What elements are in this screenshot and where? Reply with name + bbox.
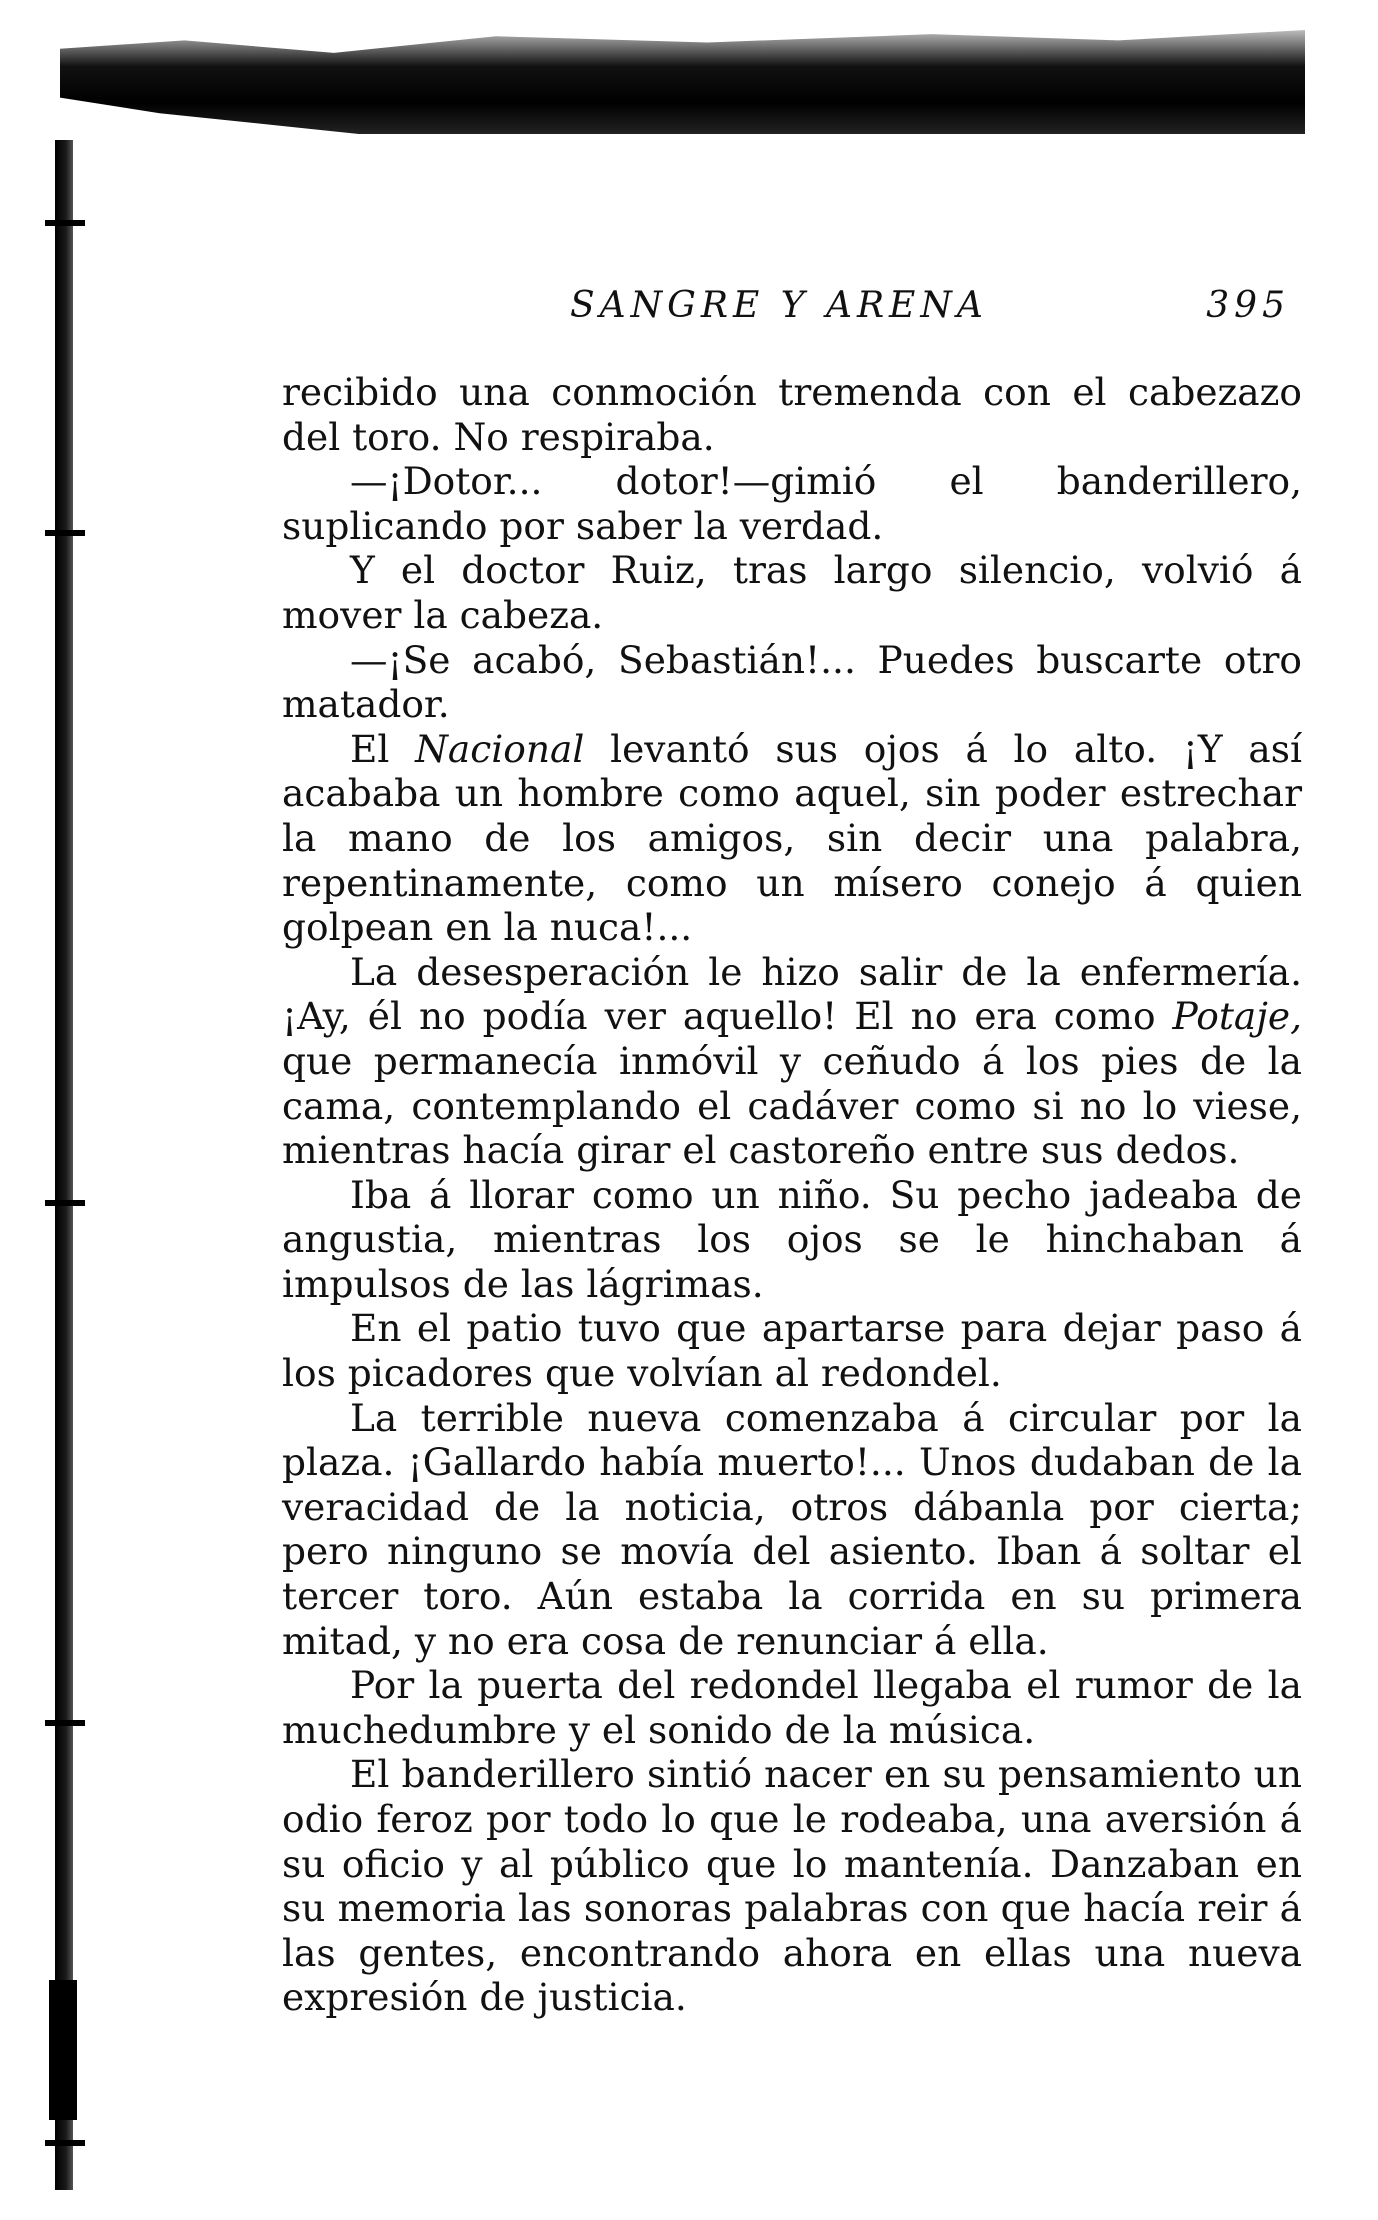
paragraph-text: El — [350, 726, 416, 771]
paragraph-text: levantó sus ojos á lo alto. ¡Y así acababa un hombre como aquel, sin poder estrechar la mano de los amigos, sin decir una palabra, repentinamente, como un mísero conejo á quien golpean en la nuca!... — [282, 726, 1302, 950]
paragraph: —¡Dotor... dotor!—gimió el banderillero, suplicando por saber la verdad. — [282, 459, 1302, 548]
running-title: SANGRE Y ARENA — [570, 285, 988, 326]
paragraph: La terrible nueva comenzaba á circular por la plaza. ¡Gallardo había muerto!... Unos dudaban de la veracidad de la noticia, otros dábanla por cierta; pero ninguno se movía del asiento. Iban á soltar el tercer toro. Aún estaba la corrida en su primera mitad, y no era cosa de renunciar á ella. — [282, 1395, 1302, 1663]
italic-name-nacional: Nacional — [415, 726, 585, 771]
paragraph: En el patio tuvo que apartarse para dejar paso á los picadores que volvían al redondel. — [282, 1306, 1302, 1396]
paragraph: recibido una conmoción tremenda con el cabezazo del toro. No respiraba. — [282, 370, 1302, 459]
running-head — [280, 285, 1290, 337]
paragraph: Por la puerta del redondel llegaba el rumor de la muchedumbre y el sonido de la música. — [282, 1663, 1302, 1752]
paragraph-text: que permanecía inmóvil y ceñudo á los pies de la cama, contemplando el cadáver como si no lo viese, mientras hacía girar el castoreño entre sus dedos. — [282, 1038, 1302, 1173]
paragraph-text: La desesperación le hizo salir de la enfermería. ¡Ay, él no podía ver aquello! El no era como — [282, 949, 1302, 1039]
body-text — [282, 370, 1302, 2020]
scan-edge-top — [60, 30, 1305, 134]
paragraph — [282, 727, 1302, 950]
paragraph — [282, 950, 1302, 1173]
paragraph: Y el doctor Ruiz, tras largo silencio, volvió á mover la cabeza. — [282, 548, 1302, 637]
paragraph: Iba á llorar como un niño. Su pecho jadeaba de angustia, mientras los ojos se le hinchaban á impulsos de las lágrimas. — [282, 1172, 1302, 1306]
paragraph: —¡Se acabó, Sebastián!... Puedes buscarte otro matador. — [282, 637, 1302, 727]
paragraph: El banderillero sintió nacer en su pensamiento un odio feroz por todo lo que le rodeaba, una aversión á su oficio y al público que lo mantenía. Danzaban en su memoria las sonoras palabras con que hacía reir á las gentes, encontrando ahora en ellas una nueva expresión de justicia. — [282, 1752, 1302, 2020]
page-number: 395 — [1206, 285, 1290, 326]
scan-edge-left — [55, 140, 73, 2190]
italic-name-potaje: Potaje, — [1172, 994, 1302, 1039]
